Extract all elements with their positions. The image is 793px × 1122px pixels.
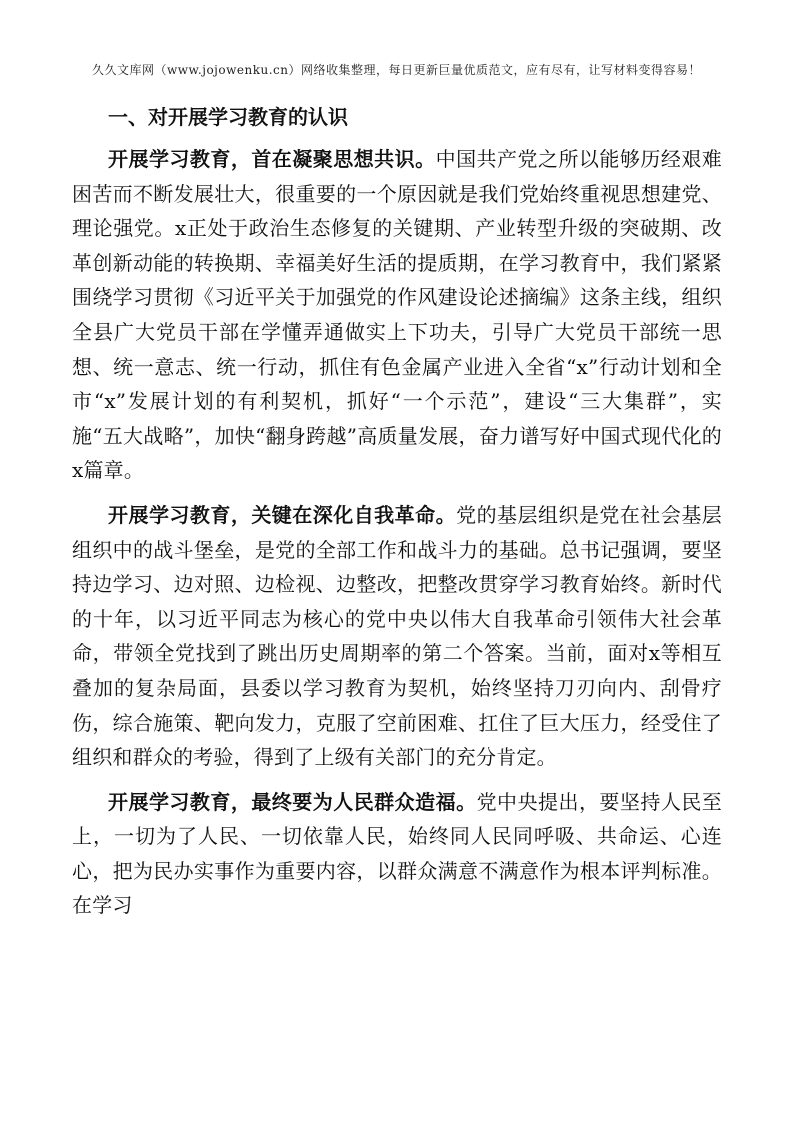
header-watermark: 久久文库网（www.jojowenku.cn）网络收集整理，每日更新巨量优质范文，应有尽有，让写材料变得容易！ [92, 63, 701, 77]
paragraph-lead: 开展学习教育，最终要为人民群众造福。 [108, 789, 477, 814]
paragraph-lead: 开展学习教育，关键在深化自我革命。 [108, 502, 457, 527]
paragraph-1 [72, 142, 722, 488]
paragraph-body: 党中央提出，要坚持人民至上，一切为了人民、一切依靠人民，始终同人民同呼吸、共命运、心连心，把为民办实事作为重要内容，以群众满意不满意作为根本评判标准。在学习 [72, 789, 722, 918]
paragraph-2 [72, 498, 722, 775]
paragraph-body: 党的基层组织是党在社会基层组织中的战斗堡垒，是党的全部工作和战斗力的基础。总书记强调，要坚持边学习、边对照、边检视、边整改，把整改贯穿学习教育始终。新时代的十年，以习近平同志为核心的党中央以伟大自我革命引领伟大社会革命，带领全党找到了跳出历史周期率的第二个答案。当前，面对x等相互叠加的复杂局面，县委以学习教育为契机，始终坚持刀刃向内、刮骨疗伤，综合施策、靶向发力，克服了空前困难、扛住了巨大压力，经受住了组织和群众的考验，得到了上级有关部门的充分肯定。 [72, 502, 722, 770]
paragraph-body: 中国共产党之所以能够历经艰难困苦而不断发展壮大，很重要的一个原因就是我们党始终重视思想建党、理论强党。x正处于政治生态修复的关键期、产业转型升级的突破期、改革创新动能的转换期、幸福美好生活的提质期，在学习教育中，我们紧紧围绕学习贯彻《习近平关于加强党的作风建设论述摘编》这条主线，组织全县广大党员干部在学懂弄通做实上下功夫，引导广大党员干部统一思想、统一意志、统一行动，抓住有色金属产业进入全省“x”行动计划和全市“x”发展计划的有利契机，抓好“一个示范”，建设“三大集群”，实施“五大战略”，加快“翻身跨越”高质量发展，奋力谱写好中国式现代化的x篇章。 [72, 147, 722, 483]
paragraph-3 [72, 785, 722, 923]
paragraph-lead: 开展学习教育，首在凝聚思想共识。 [108, 147, 436, 171]
section-heading: 一、对开展学习教育的认识 [108, 105, 348, 129]
document-body [72, 100, 722, 933]
